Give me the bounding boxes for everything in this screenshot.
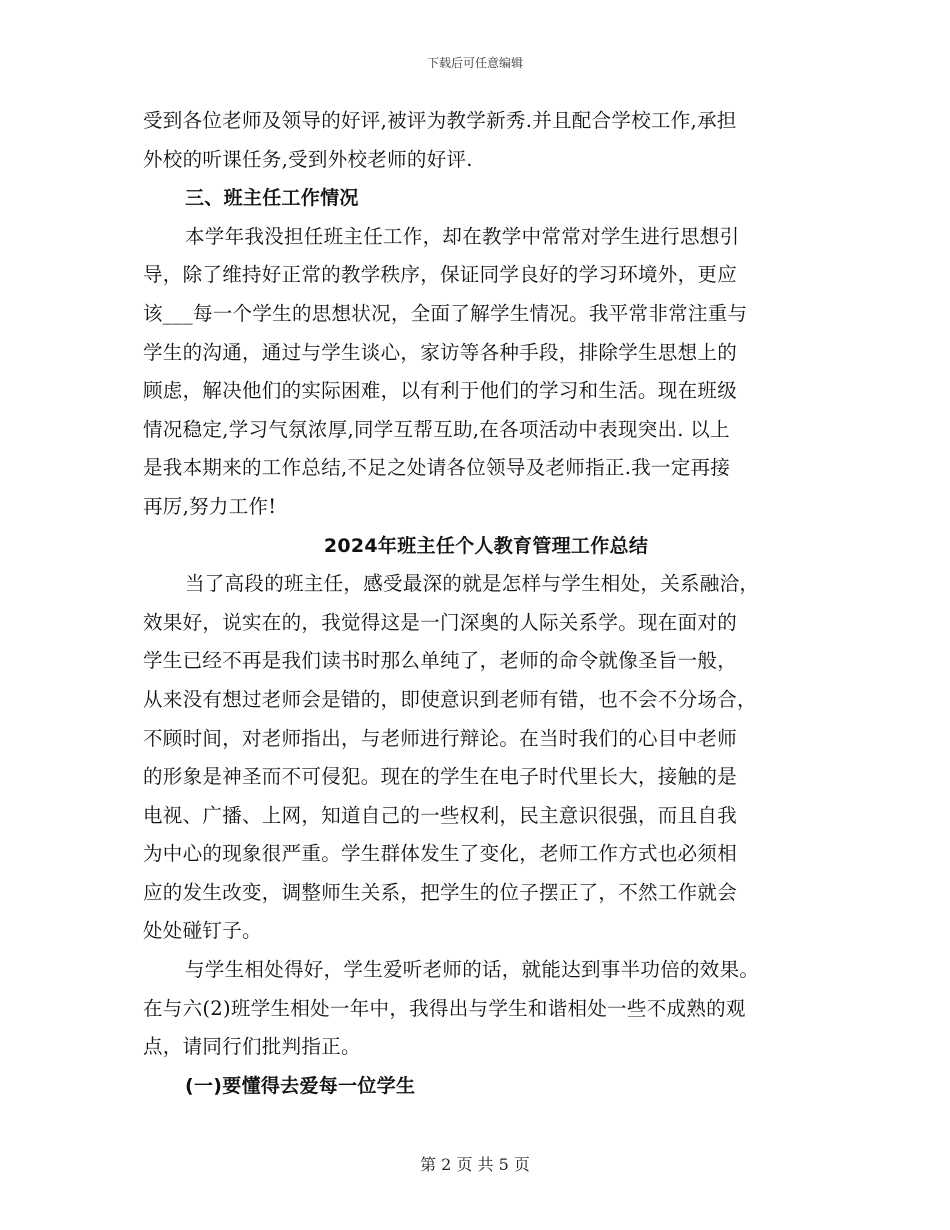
paragraph-line: 与学生相处得好，学生爱听老师的话，就能达到事半功倍的效果。 <box>185 958 760 982</box>
paragraph-line: 外校的听课任务,受到外校老师的好评. <box>143 147 473 171</box>
paragraph-line: 该___每一个学生的思想状况，全面了解学生情况。我平常非常注重与 <box>143 301 748 325</box>
paragraph-line: 点，请同行们批判指正。 <box>143 1035 361 1059</box>
paragraph-line: 电视、广播、上网，知道自己的一些权利，民主意识很强，而且自我 <box>143 803 738 827</box>
paragraph-line: 本学年我没担任班主任工作，却在教学中常常对学生进行思想引 <box>185 224 740 248</box>
paragraph-line: 从来没有想过老师会是错的，即使意识到老师有错，也不会不分场合， <box>143 687 757 711</box>
section-title: 2024年班主任个人教育管理工作总结 <box>323 534 649 557</box>
paragraph-line: 效果好，说实在的，我觉得这是一门深奥的人际关系学。现在面对的 <box>143 610 738 634</box>
section-heading: 三、班主任工作情况 <box>185 187 359 210</box>
page-header-note: 下载后可任意编辑 <box>426 56 523 70</box>
section-heading: (一)要懂得去爱每一位学生 <box>185 1074 416 1097</box>
paragraph-line: 顾虑，解决他们的实际困难，以有利于他们的学习和生活。现在班级 <box>143 379 738 403</box>
paragraph-line: 再厉,努力工作! <box>143 494 277 518</box>
paragraph-line: 为中心的现象很严重。学生群体发生了变化，老师工作方式也必须相 <box>143 842 738 866</box>
paragraph-line: 当了高段的班主任，感受最深的就是怎样与学生相处，关系融洽， <box>185 572 760 596</box>
paragraph-line: 学生的沟通，通过与学生谈心，家访等各种手段，排除学生思想上的 <box>143 340 738 364</box>
paragraph-line: 情况稳定,学习气氛浓厚,同学互帮互助,在各项活动中表现突出. 以上 <box>143 417 730 441</box>
paragraph-line: 是我本期来的工作总结,不足之处请各位领导及老师指正.我一定再接 <box>143 456 731 480</box>
paragraph-line: 导，除了维持好正常的教学秩序，保证同学良好的学习环境外，更应 <box>143 263 738 287</box>
document-body <box>143 102 809 1105</box>
paragraph-line: 受到各位老师及领导的好评,被评为教学新秀.并且配合学校工作,承担 <box>143 109 737 132</box>
paragraph-line: 在与六(2)班学生相处一年中，我得出与学生和谐相处一些不成熟的观 <box>143 996 746 1020</box>
paragraph-line: 应的发生改变，调整师生关系，把学生的位子摆正了，不然工作就会 <box>143 880 738 904</box>
paragraph-line: 不顾时间，对老师指出，与老师进行辩论。在当时我们的心目中老师 <box>143 726 738 750</box>
paragraph-line: 学生已经不再是我们读书时那么单纯了，老师的命令就像圣旨一般， <box>143 649 738 673</box>
paragraph-line: 处处碰钉子。 <box>143 919 262 943</box>
paragraph-line: 的形象是神圣而不可侵犯。现在的学生在电子时代里长大，接触的是 <box>143 765 738 789</box>
page-number-footer: 第 2 页 共 5 页 <box>420 1155 530 1174</box>
